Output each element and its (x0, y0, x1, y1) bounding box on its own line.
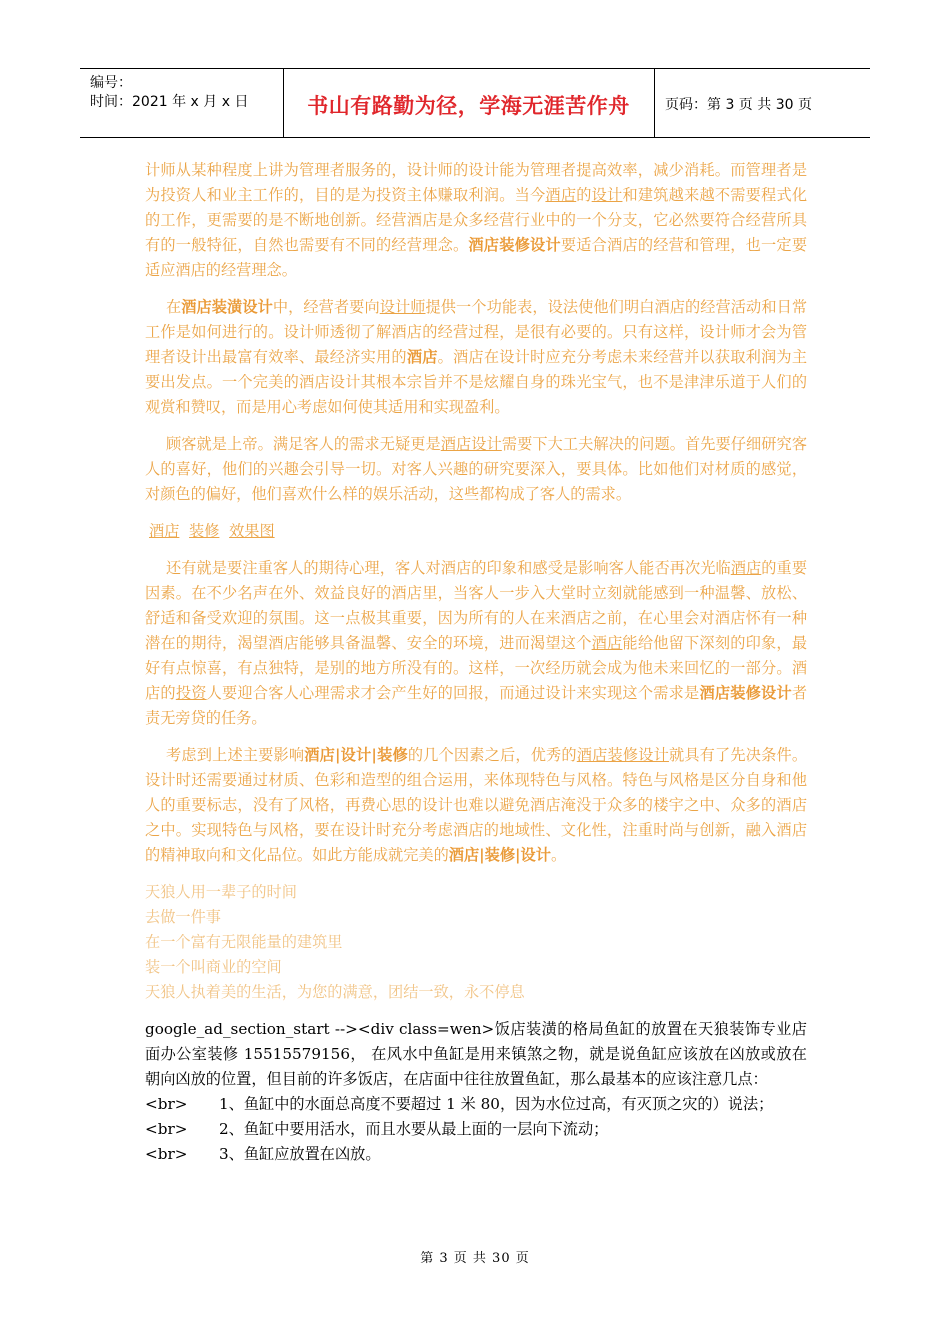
list-item-text: 1、鱼缸中的水面总高度不要超过 1 米 80，因为水位过高，有灭顶之灾的）说法； (219, 1095, 774, 1113)
document-body (145, 158, 807, 1167)
paragraph-5: 考虑到上述主要影响酒店|设计|装修的几个因素之后，优秀的酒店装修设计就具有了先决条件。设计时还需要通过材质、色彩和造型的组合运用，来体现特色与风格。特色与风格是区分自身和他人的重要标志，没有了风格，再费心思的设计也难以避免酒店淹没于众多的楼宇之中、众多的酒店之中。实现特色与风格，要在设计时充分考虑酒店的地域性、文化性，注重时尚与创新，融入酒店的精神取向和文化品位。如此方能成就完美的酒店|装修|设计。 (145, 746, 808, 864)
tag-link-hotel[interactable]: 酒店 (149, 522, 180, 540)
paragraph-1: 计师从某种程度上讲为管理者服务的，设计师的设计能为管理者提高效率，减少消耗。而管理者是为投资人和业主工作的，目的是为投资主体赚取利润。当今酒店的设计和建筑越来越不需要程式化的工作，更需要的是不断地创新。经营酒店是众多经营行业中的一个分支，它必然要符合经营所具有的一般特征，自然也需要有不同的经营理念。酒店装修设计要适合酒店的经营和管理，也一定要适应酒店的经营理念。 (145, 161, 808, 279)
tag-link-decoration[interactable]: 装修 (189, 522, 220, 540)
tagline-line: 天狼人用一辈子的时间 (145, 883, 297, 901)
link-investment[interactable]: 投资 (175, 684, 207, 702)
list-item-text: 3、鱼缸应放置在凶放。 (219, 1145, 381, 1163)
keyword-highlight: 酒店装修设计 (699, 684, 792, 702)
link-hotel[interactable]: 酒店 (591, 634, 623, 652)
link-hotel-design[interactable]: 酒店设计 (440, 435, 502, 453)
tag-links (149, 519, 807, 544)
tagline-line: 天狼人执着美的生活，为您的满意，团结一致，永不停息 (145, 983, 525, 1001)
header-meta-cell (80, 69, 284, 137)
link-design[interactable]: 设计 (591, 186, 623, 204)
keyword-highlight: 酒店装潢设计 (181, 298, 273, 316)
paragraph-4: 还有就是要注重客人的期待心理，客人对酒店的印象和感受是影响客人能否再次光临酒店的重要因素。在不少名声在外、效益良好的酒店里，当客人一步入大堂时立刻就能感到一种温馨、放松、舒适和备受欢迎的氛围。这一点极其重要，因为所有的人在来酒店之前，在心里会对酒店怀有一种潜在的期待，渴望酒店能够具备温馨、安全的环境，进而渴望这个酒店能给他留下深刻的印象，最好有点惊喜，有点独特，是别的地方所没有的。这样，一次经历就会成为他未来回忆的一部分。酒店的投资人要迎合客人心理需求才会产生好的回报，而通过设计来实现这个需求是酒店装修设计者责无旁贷的任务。 (145, 559, 808, 727)
br-tag: <br> (145, 1095, 188, 1113)
keyword-highlight: 酒店 (406, 348, 438, 366)
document-header (80, 68, 870, 138)
link-hotel-decoration-design[interactable]: 酒店装修设计 (576, 746, 669, 764)
link-hotel[interactable]: 酒店 (730, 559, 762, 577)
paragraph-3: 顾客就是上帝。满足客人的需求无疑更是酒店设计需要下大工夫解决的问题。首先要仔细研究客人的喜好，他们的兴趣会引导一切。对客人兴趣的研究要深入，要具体。比如他们对材质的感觉，对颜色的偏好，他们喜欢什么样的娱乐活动，这些都构成了客人的需求。 (145, 435, 808, 503)
paragraph-2: 在酒店装潢设计中，经营者要向设计师提供一个功能表，设法使他们明白酒店的经营活动和日常工作是如何进行的。设计师透彻了解酒店的经营过程，是很有必要的。只有这样，设计师才会为管理者设计出最富有效率、最经济实用的酒店。酒店在设计时应充分考虑未来经营并以获取利润为主要出发点。一个完美的酒店设计其根本宗旨并不是炫耀自身的珠光宝气，也不是津津乐道于人们的观赏和赞叹，而是用心考虑如何使其适用和实现盈利。 (145, 298, 808, 416)
br-tag: <br> (145, 1120, 188, 1138)
document-date: 时间：2021 年 x 月 x 日 (90, 94, 249, 110)
page-footer: 第 3 页 共 30 页 (420, 1251, 530, 1266)
header-motto-cell (283, 69, 655, 137)
page-indicator: 页码：第 3 页 共 30 页 (665, 97, 812, 113)
header-page-cell (655, 69, 870, 137)
keyword-highlight: 酒店装修设计 (468, 236, 561, 254)
list-item (145, 1142, 807, 1167)
motto: 书山有路勤为径，学海无涯苦作舟 (307, 94, 630, 118)
list-item (145, 1092, 807, 1117)
ad-section-text: google_ad_section_start --><div class=wen>饭店装潢的格局鱼缸的放置在天狼装饰专业店面办公室装修 15515579156， 在风水中鱼缸是用来镇煞之物，就是说鱼缸应该放在凶放或放在朝向凶放的位置，但目前的许多饭店，在店面中往往放置鱼缸，那么最基本的应该注意几点： (145, 1020, 807, 1088)
link-designer[interactable]: 设计师 (379, 298, 426, 316)
tag-link-rendering[interactable]: 效果图 (229, 522, 275, 540)
tagline-line: 装一个叫商业的空间 (145, 958, 282, 976)
list-item (145, 1117, 807, 1142)
list-item-text: 2、鱼缸中要用活水，而且水要从最上面的一层向下流动； (219, 1120, 609, 1138)
link-hotel[interactable]: 酒店 (545, 186, 577, 204)
keyword-highlight: 酒店|装修|设计 (448, 846, 551, 864)
keyword-highlight: 酒店|设计|装修 (304, 746, 408, 764)
tagline-line: 在一个富有无限能量的建筑里 (145, 933, 343, 951)
company-tagline (145, 880, 807, 1005)
document-number: 编号： (90, 75, 132, 91)
tagline-line: 去做一件事 (145, 908, 221, 926)
br-tag: <br> (145, 1145, 188, 1163)
